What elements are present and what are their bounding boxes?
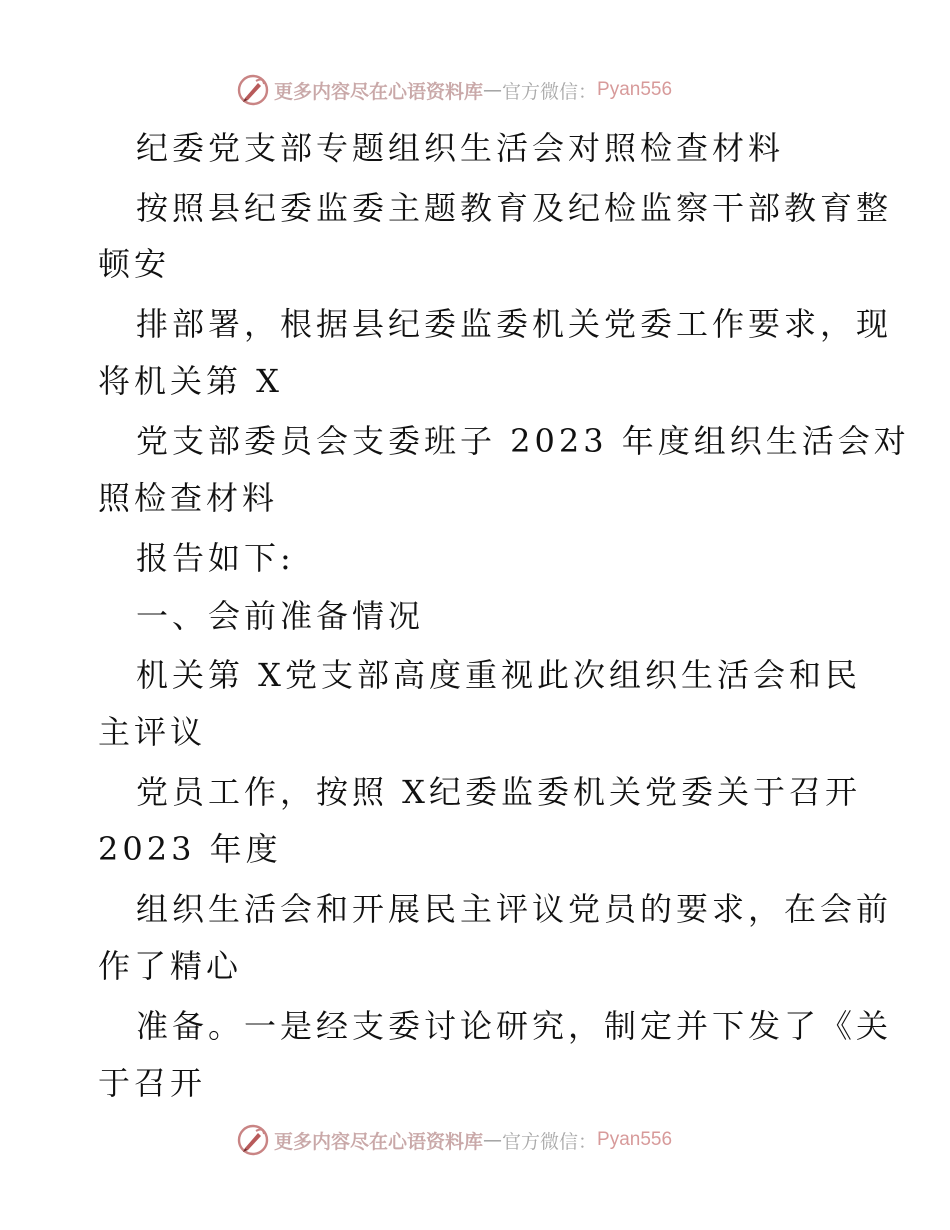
paragraph-line: 排部署，根据县纪委监委机关党委工作要求，现 xyxy=(136,305,893,343)
watermark-dash: — xyxy=(483,1129,503,1151)
header-watermark xyxy=(236,72,672,108)
paragraph-line: 顿安 xyxy=(98,245,171,283)
paragraph-line: 于召开 xyxy=(98,1064,207,1102)
watermark-tail-text: 官方微信： xyxy=(502,1130,598,1153)
paragraph-line: 2023 年度 xyxy=(98,830,282,868)
paragraph-line: 照检查材料 xyxy=(98,479,279,517)
watermark-wechat-id: Pyan556 xyxy=(597,1129,673,1150)
watermark-dash: — xyxy=(483,79,503,101)
watermark-lead-text: 更多内容尽在心语资料库 xyxy=(274,80,484,103)
footer-watermark xyxy=(236,1122,672,1158)
watermark-wechat-id: Pyan556 xyxy=(597,79,673,100)
watermark-tail-text: 官方微信： xyxy=(502,80,598,103)
paragraph-line: 将机关第 X xyxy=(98,362,283,400)
paragraph-line: 报告如下: xyxy=(136,539,295,577)
pen-logo-icon xyxy=(236,1123,270,1157)
document-title: 纪委党支部专题组织生活会对照检查材料 xyxy=(136,129,785,167)
paragraph-line: 组织生活会和开展民主评议党员的要求，在会前 xyxy=(136,890,893,928)
paragraph-line: 作了精心 xyxy=(98,947,243,985)
pen-logo-icon xyxy=(236,73,270,107)
paragraph-line: 主评议 xyxy=(98,713,207,751)
paragraph-line: 按照县纪委监委主题教育及纪检监察干部教育整 xyxy=(136,189,893,227)
paragraph-line: 党员工作，按照 X纪委监委机关党委关于召开 xyxy=(136,773,861,811)
section-heading: 一、会前准备情况 xyxy=(136,597,425,635)
paragraph-line: 机关第 X党支部高度重视此次组织生活会和民 xyxy=(136,656,861,694)
paragraph-line: 准备。一是经支委讨论研究，制定并下发了《关 xyxy=(136,1007,893,1045)
paragraph-line: 党支部委员会支委班子 2023 年度组织生活会对 xyxy=(136,422,910,460)
watermark-lead-text: 更多内容尽在心语资料库 xyxy=(274,1130,484,1153)
